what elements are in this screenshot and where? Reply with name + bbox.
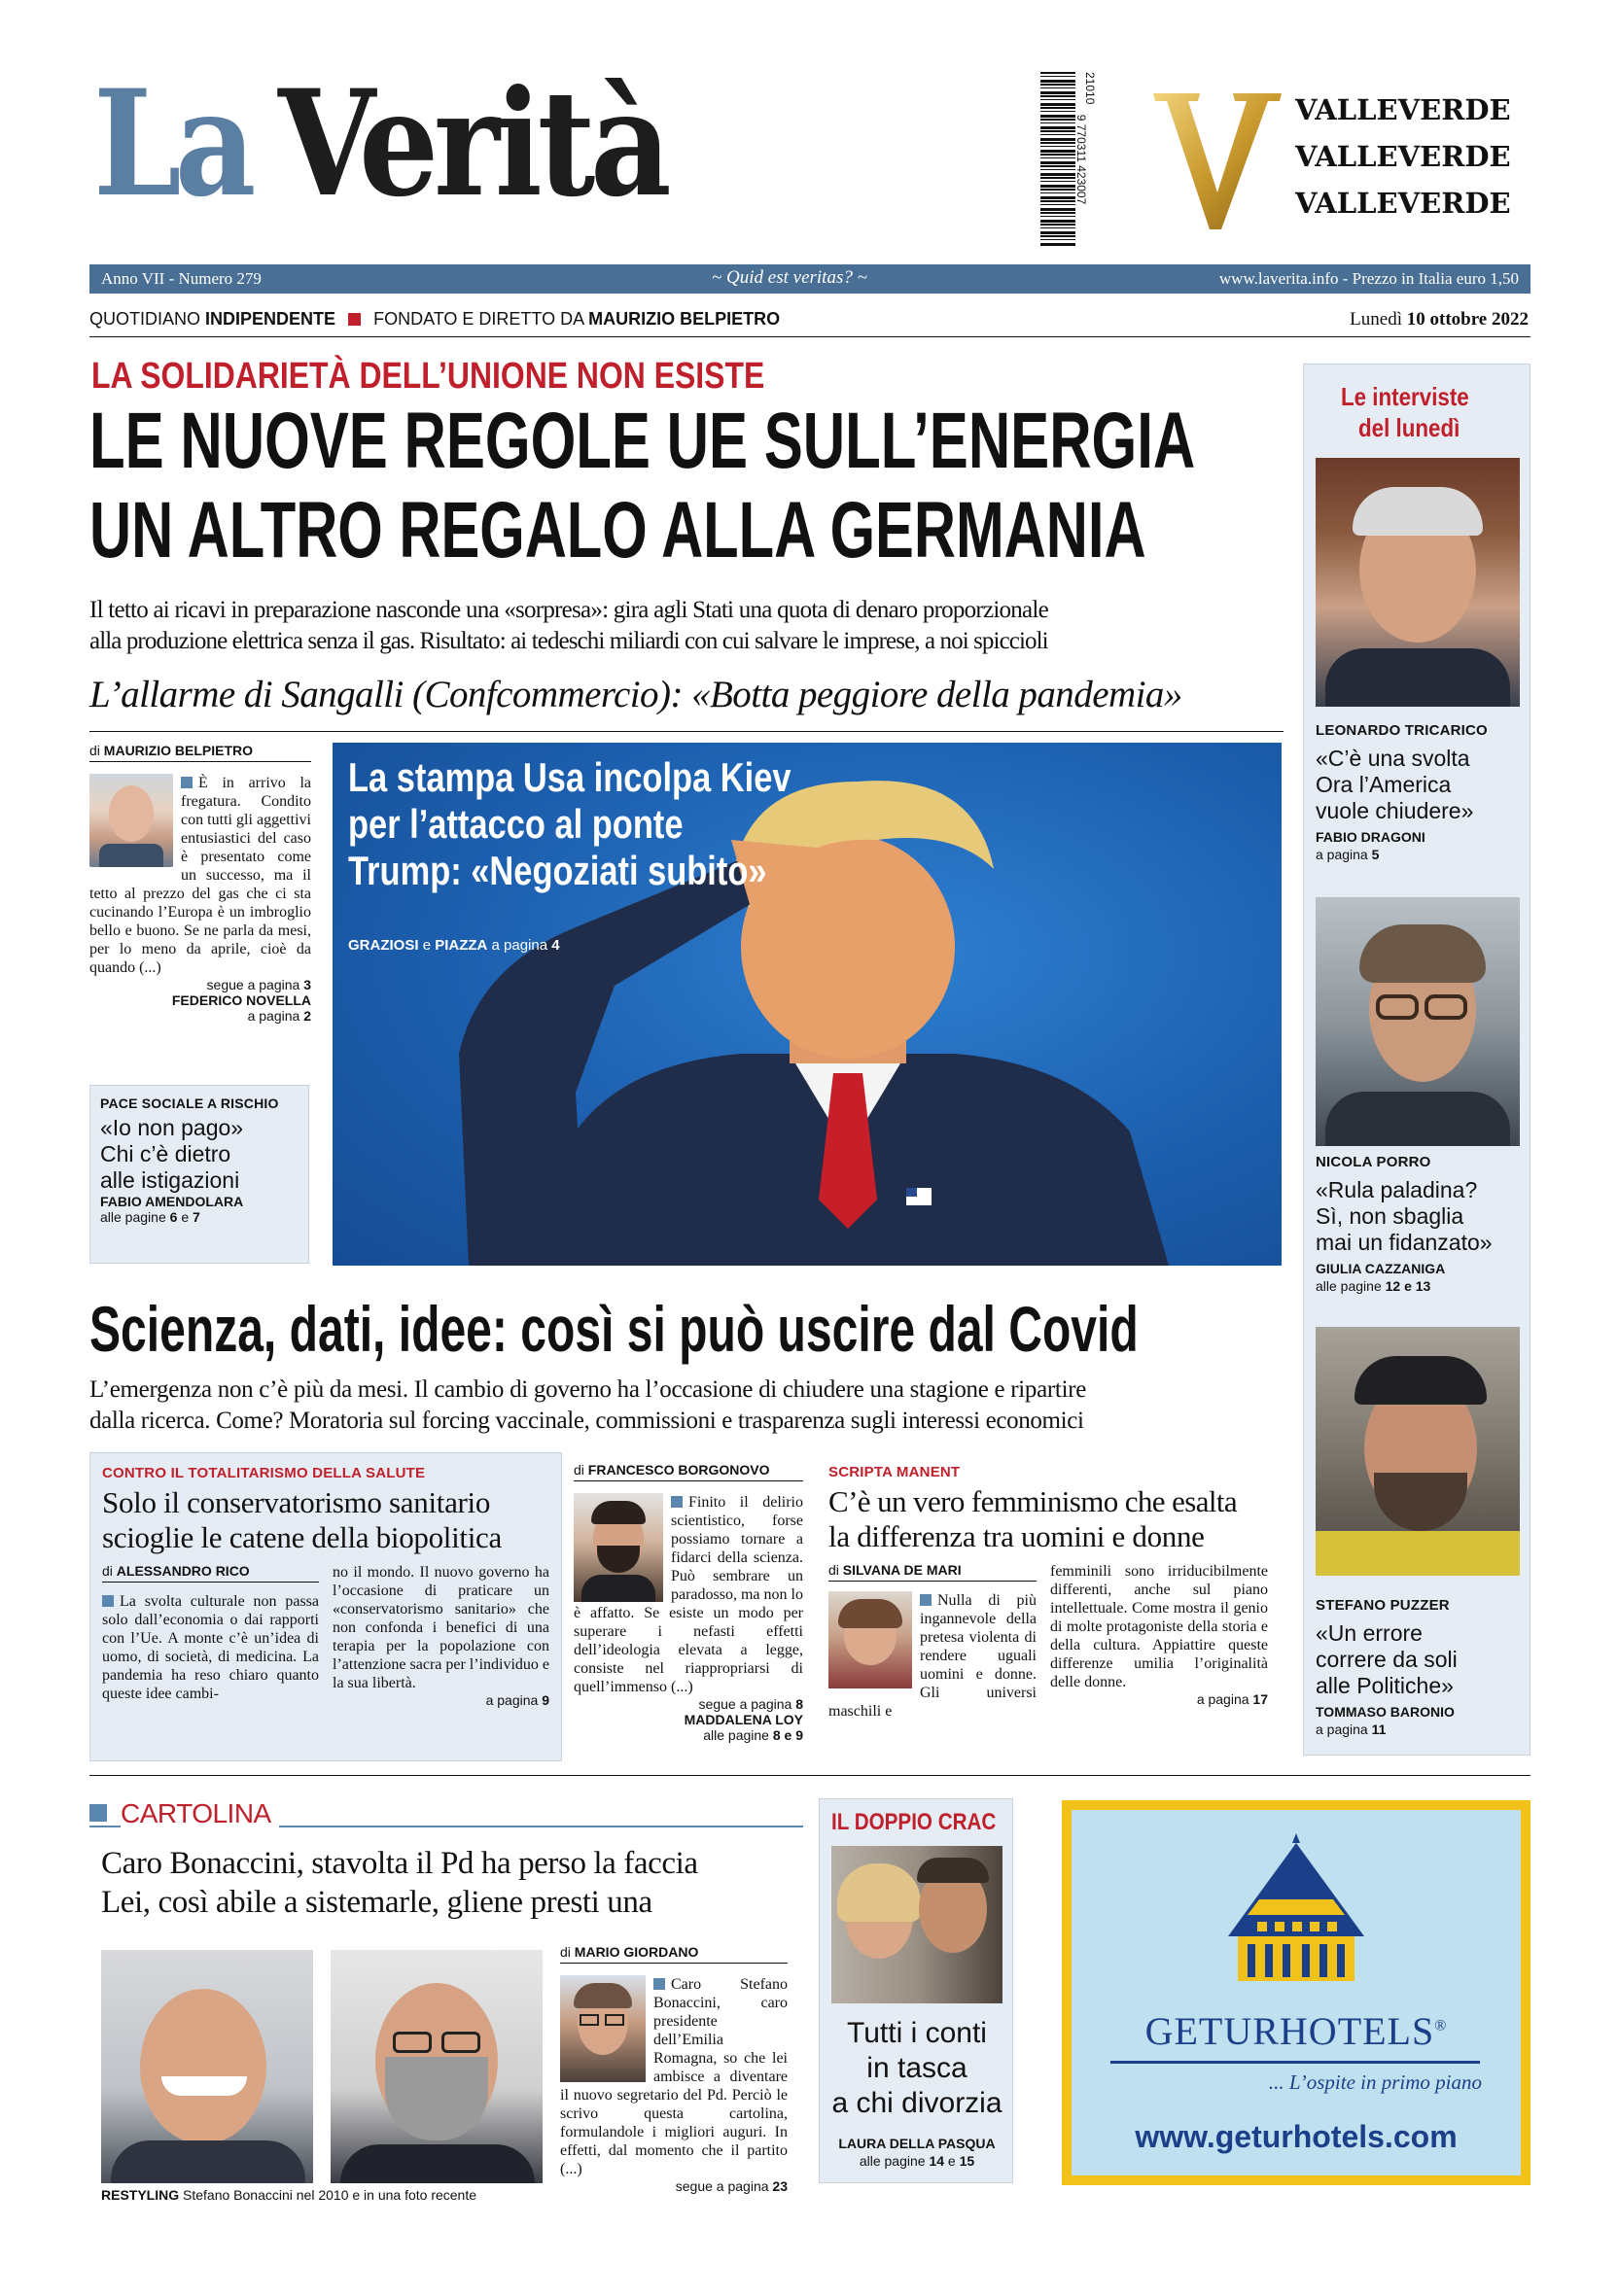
byline-di: di bbox=[574, 1462, 584, 1478]
editorial bbox=[89, 743, 311, 1024]
interview-author-2 bbox=[1316, 1261, 1445, 1276]
valleverde-v-logo bbox=[1149, 86, 1285, 231]
date-day: 10 ottobre 2022 bbox=[1406, 309, 1529, 330]
sub-director: MAURIZIO BELPIETRO bbox=[588, 309, 781, 329]
issue-number: Anno VII - Numero 279 bbox=[101, 269, 262, 288]
borgonovo-photo bbox=[574, 1493, 663, 1602]
interview-photo-2 bbox=[1316, 897, 1520, 1146]
ref-pre: a pagina bbox=[491, 937, 548, 954]
demari-col-2: femminili sono irriducibilmente differenti, anche sul piano intellettuale. Come mostra il genio di molte protagoniste della storia e della cultura. Appiattire queste differenze umilia l’originalità delle donne. bbox=[1050, 1563, 1268, 1690]
lead-deck-1: Il tetto ai ricavi in preparazione nasconde una «sorpresa»: gira agli Stati una quota di denaro proporzionale bbox=[89, 597, 1048, 623]
ref-a: 6 bbox=[169, 1209, 178, 1225]
barcode bbox=[1040, 72, 1099, 247]
interviews-header-2: del lunedì bbox=[1358, 413, 1460, 442]
interview-photo-3 bbox=[1316, 1327, 1520, 1576]
author-b: PIAZZA bbox=[435, 937, 488, 954]
geturhotels-tagline: ... L’ospite in primo piano bbox=[1268, 2070, 1482, 2094]
crac-photo bbox=[831, 1846, 1002, 2003]
demari-kicker: SCRIPTA MANENT bbox=[828, 1464, 961, 1480]
ref-b: 7 bbox=[193, 1209, 200, 1225]
crac-title-1: Tutti i conti bbox=[847, 2017, 987, 2049]
byline-di: di bbox=[560, 1944, 571, 1960]
ref-num: 17 bbox=[1252, 1691, 1268, 1707]
editorial-ref-2 bbox=[89, 992, 311, 1008]
interview-quote-1b: Ora l’America bbox=[1316, 772, 1452, 797]
crac-author-name: LAURA DELLA PASQUA bbox=[838, 2136, 996, 2151]
borgonovo-ref-3 bbox=[574, 1727, 803, 1743]
ref-num: 11 bbox=[1371, 1722, 1387, 1737]
ref-pre: a pagina bbox=[1316, 1722, 1368, 1737]
interview-quote-1c: vuole chiudere» bbox=[1316, 798, 1474, 823]
lead-headline-2: UN ALTRO REGALO ALLA GERMANIA bbox=[89, 486, 1146, 574]
interview-author-3 bbox=[1316, 1704, 1455, 1720]
date-weekday: Lunedì bbox=[1350, 309, 1402, 330]
ref-num: 12 e 13 bbox=[1385, 1278, 1431, 1294]
giordano-ref bbox=[560, 2178, 788, 2194]
crac-author bbox=[820, 2136, 1014, 2151]
giordano-photo bbox=[560, 1975, 646, 2082]
rico-box bbox=[89, 1452, 562, 1761]
geturhotels-ad[interactable] bbox=[1062, 1800, 1530, 2185]
masthead-logo bbox=[93, 58, 730, 243]
valleverde-line-2: VALLEVERDE bbox=[1295, 140, 1511, 173]
byline-name: MAURIZIO BELPIETRO bbox=[103, 743, 254, 758]
covid-headline: Scienza, dati, idee: così si può uscire dal Covid bbox=[89, 1293, 1139, 1365]
demari-title-1: C’è un vero femminismo che esalta bbox=[828, 1484, 1238, 1518]
interviews-header-1: Le interviste bbox=[1341, 382, 1469, 411]
issue-date bbox=[1350, 309, 1529, 330]
borgonovo bbox=[574, 1462, 803, 1743]
masthead-subline bbox=[89, 309, 780, 330]
covid-bottom-rule bbox=[89, 1775, 1530, 1776]
crac-box bbox=[819, 1798, 1013, 2183]
ref-num: 9 bbox=[542, 1692, 549, 1708]
ref-num: 3 bbox=[303, 977, 311, 992]
ref-pre: a pagina bbox=[1316, 847, 1368, 862]
ref-pre: alle pagine bbox=[703, 1727, 769, 1743]
interview-quote-3b: correre da soli bbox=[1316, 1647, 1458, 1672]
lead-deck-2: alla produzione elettrica senza il gas. Risultato: ai tedeschi miliardi con cui salvare le imprese, a noi spiccioli bbox=[89, 628, 1048, 654]
crac-title-3: a chi divorzia bbox=[831, 2087, 1002, 2119]
logo-la: La bbox=[93, 58, 250, 229]
byline-di: di bbox=[89, 743, 100, 758]
cartolina-caption bbox=[101, 2187, 476, 2203]
editorial-byline bbox=[89, 743, 311, 762]
geturhotels-underline bbox=[1110, 2061, 1480, 2064]
ref-num: 5 bbox=[1371, 847, 1380, 862]
crac-title-2: in tasca bbox=[866, 2052, 967, 2084]
trump-title-3: Trump: «Negoziati subito» bbox=[348, 848, 767, 893]
ref-pre: segue a pagina bbox=[675, 2178, 769, 2194]
interview-quote-2c: mai un fidanzato» bbox=[1316, 1230, 1493, 1255]
barcode-bars bbox=[1040, 72, 1075, 247]
author: TOMMASO BARONIO bbox=[1316, 1704, 1455, 1720]
barcode-digits: 9 770311 423007 bbox=[1074, 114, 1088, 205]
borgonovo-byline bbox=[574, 1462, 803, 1481]
sub-quotidiano: QUOTIDIANO bbox=[89, 309, 201, 329]
ref-num: 8 bbox=[795, 1696, 803, 1712]
editorial-text-body: È in arrivo la fregatura. Condito con tutti gli aggettivi entusiastici del caso è presentato come un successo, ma il tetto al prezzo del gas che ci sta cucinando l’Europa è un imbroglio bello e buono. Se ne parla da mesi, per lo meno da aprile, cioè da quando (...) bbox=[89, 775, 311, 976]
trump-ref bbox=[348, 937, 560, 954]
pace-box bbox=[89, 1085, 309, 1264]
demari-title-2: la differenza tra uomini e donne bbox=[828, 1519, 1205, 1553]
byline-name: FRANCESCO BORGONOVO bbox=[587, 1462, 770, 1478]
borgonovo-ref-2 bbox=[574, 1712, 803, 1727]
geturhotels-url[interactable]: www.geturhotels.com bbox=[1135, 2119, 1458, 2154]
interview-quote-3a: «Un errore bbox=[1316, 1620, 1423, 1646]
cartolina-title-2: Lei, così abile a sistemarle, gliene presti una bbox=[101, 1885, 652, 1920]
interview-ref-3 bbox=[1316, 1722, 1386, 1737]
editorial-ref-1 bbox=[89, 977, 311, 992]
ref-pre: alle pagine bbox=[100, 1209, 166, 1225]
pace-ref bbox=[100, 1209, 299, 1225]
interview-name-1: LEONARDO TRICARICO bbox=[1316, 722, 1488, 739]
geturhotels-brand-text: GETURHOTELS bbox=[1144, 2009, 1435, 2053]
demari-byline bbox=[828, 1562, 1037, 1582]
pace-title-1: «Io non pago» bbox=[100, 1115, 244, 1140]
ref-pre: alle pagine bbox=[859, 2153, 926, 2169]
rico-kicker: CONTRO IL TOTALITARISMO DELLA SALUTE bbox=[102, 1465, 426, 1481]
covid-deck-1: L’emergenza non c’è più da mesi. Il cambio di governo ha l’occasione di chiudere una stagione e ripartire bbox=[89, 1376, 1087, 1403]
rico-title-1: Solo il conservatorismo sanitario bbox=[102, 1485, 491, 1519]
interview-name-2: NICOLA PORRO bbox=[1316, 1154, 1431, 1170]
byline-di: di bbox=[102, 1563, 113, 1579]
motto-text: Quid est veritas? bbox=[726, 267, 853, 288]
site-price: www.laverita.info - Prezzo in Italia euro 1,50 bbox=[1218, 269, 1519, 288]
byline-name: ALESSANDRO RICO bbox=[116, 1563, 250, 1579]
rico-byline bbox=[102, 1563, 319, 1583]
giordano-byline bbox=[560, 1944, 788, 1964]
author-a: GRAZIOSI bbox=[348, 937, 419, 954]
borgonovo-ref-1 bbox=[574, 1696, 803, 1712]
ref-pre: segue a pagina bbox=[206, 977, 300, 992]
ref-num: 8 e 9 bbox=[772, 1727, 803, 1743]
text-bullet bbox=[181, 777, 193, 788]
ref-and: e bbox=[947, 2153, 956, 2169]
caption-text: Stefano Bonaccini nel 2010 e in una foto recente bbox=[183, 2187, 477, 2203]
trump-photo bbox=[333, 743, 1282, 1266]
pace-title-3: alle istigazioni bbox=[100, 1167, 240, 1193]
bonaccini-photo-recent bbox=[331, 1950, 543, 2183]
interview-quote-3c: alle Politiche» bbox=[1316, 1673, 1454, 1698]
interview-photo-1 bbox=[1316, 458, 1520, 707]
text-bullet bbox=[653, 1978, 665, 1990]
ref-num: 4 bbox=[551, 937, 560, 954]
pace-author-name: FABIO AMENDOLARA bbox=[100, 1194, 244, 1209]
byline-di: di bbox=[828, 1562, 839, 1578]
lead-subhead: L’allarme di Sangalli (Confcommercio): «Botta peggiore della pandemia» bbox=[89, 674, 1182, 715]
text-bullet bbox=[671, 1496, 683, 1508]
pace-kicker: PACE SOCIALE A RISCHIO bbox=[100, 1096, 279, 1111]
geturhotels-building-logo bbox=[1199, 1829, 1393, 1985]
rico-col-2: no il mondo. Il nuovo governo ha l’occasione di praticare un «conservatorismo sanitario» che non confonda i benefici di una terapia per la popolazione con l’attenzione sacra per l’individuo e la sua libertà. bbox=[333, 1564, 550, 1691]
interview-quote-2b: Sì, non sbaglia bbox=[1316, 1203, 1464, 1229]
trump-title-2: per l’attacco al ponte bbox=[348, 801, 684, 847]
ref-a: 14 bbox=[929, 2153, 945, 2169]
ref-author: FEDERICO NOVELLA bbox=[171, 992, 311, 1008]
text-bullet bbox=[920, 1594, 932, 1606]
ref-pre: segue a pagina bbox=[698, 1696, 792, 1712]
crac-ref bbox=[820, 2153, 1014, 2169]
trump-title-1: La stampa Usa incolpa Kiev bbox=[348, 754, 791, 800]
sub-red-square bbox=[348, 313, 361, 326]
sub-fondato: FONDATO E DIRETTO DA bbox=[373, 309, 584, 329]
motto: ~ Quid est veritas? ~ bbox=[712, 267, 867, 288]
byline-name: SILVANA DE MARI bbox=[842, 1562, 962, 1578]
ref-pre: a pagina bbox=[247, 1008, 300, 1024]
ref-and: e bbox=[181, 1209, 190, 1225]
geturhotels-reg: ® bbox=[1434, 2017, 1448, 2035]
rico-ref bbox=[333, 1692, 549, 1708]
ref-b: 15 bbox=[959, 2153, 975, 2169]
logo-verita: Verità bbox=[278, 58, 667, 229]
demari-col-1-text: Nulla di più ingannevole della pretesa violenta di rendere uguali uomini e donne. Gli universi maschili e bbox=[828, 1592, 1037, 1720]
lead-rule bbox=[89, 731, 1284, 732]
editorial-ref-3 bbox=[89, 1008, 311, 1024]
ref-num: 23 bbox=[772, 2178, 788, 2194]
rico-col-1-text: La svolta culturale non passa solo dall’economia o dai rapporti con l’Ue. A monte c’è un’idea di uomo, di società, di medicina. La pandemia ha reso chiaro quanto queste idee cambi- bbox=[102, 1593, 319, 1702]
giordano-text-body: Caro Stefano Bonaccini, caro presidente dell’Emilia Romagna, so che lei ambisce a diventare il nuovo segretario del Pd. Perciò le scrivo questa cartolina, formulandole i migliori auguri. In effetti, dal momento che il partito (...) bbox=[560, 1976, 788, 2177]
giordano bbox=[560, 1944, 788, 2194]
demari-ref bbox=[1050, 1691, 1268, 1707]
demari bbox=[819, 1452, 1284, 1761]
pace-title-2: Chi c’è dietro bbox=[100, 1141, 231, 1166]
info-bar bbox=[89, 264, 1530, 294]
ref-author: MADDALENA LOY bbox=[684, 1712, 803, 1727]
editorial-photo bbox=[89, 774, 173, 867]
author: GIULIA CAZZANIGA bbox=[1316, 1261, 1446, 1276]
cartolina-label: CARTOLINA bbox=[121, 1798, 279, 1829]
text-bullet bbox=[102, 1595, 114, 1607]
geturhotels-brand bbox=[1072, 2008, 1521, 2054]
cartolina-square bbox=[89, 1804, 107, 1822]
interview-name-3: STEFANO PUZZER bbox=[1316, 1597, 1450, 1614]
valleverde-line-3: VALLEVERDE bbox=[1295, 187, 1511, 220]
interview-quote-1a: «C’è una svolta bbox=[1316, 746, 1470, 771]
geturhotels-inner bbox=[1072, 1810, 1521, 2175]
interview-ref-2 bbox=[1316, 1278, 1430, 1294]
bonaccini-photo-2010 bbox=[101, 1950, 313, 2183]
ref-num: 2 bbox=[303, 1008, 311, 1024]
valleverde-line-1: VALLEVERDE bbox=[1295, 93, 1511, 126]
ref-pre: alle pagine bbox=[1316, 1278, 1382, 1294]
author: FABIO DRAGONI bbox=[1316, 829, 1425, 845]
cartolina-label-bar bbox=[89, 1798, 803, 1827]
interview-ref-1 bbox=[1316, 847, 1379, 862]
ref-pre: a pagina bbox=[485, 1692, 539, 1708]
lead-kicker: LA SOLIDARIETÀ DELL’UNIONE NON ESISTE bbox=[91, 356, 765, 397]
masthead-rule bbox=[89, 336, 1530, 337]
caption-bold: RESTYLING bbox=[101, 2187, 180, 2203]
sub-indipendente: INDIPENDENTE bbox=[205, 309, 336, 329]
pace-author bbox=[100, 1194, 299, 1209]
demari-photo bbox=[828, 1591, 912, 1688]
lead-headline-1: LE NUOVE REGOLE UE SULL’ENERGIA bbox=[89, 397, 1196, 485]
interview-quote-2a: «Rula paladina? bbox=[1316, 1177, 1478, 1202]
barcode-issue: 21010 bbox=[1083, 72, 1097, 105]
covid-deck-2: dalla ricerca. Come? Moratoria sul forcing vaccinale, commissioni e trasparenza sugli interessi economici bbox=[89, 1408, 1084, 1434]
valleverde-ad bbox=[1149, 86, 1529, 231]
rico-title-2: scioglie le catene della biopolitica bbox=[102, 1520, 502, 1554]
crac-kicker: IL DOPPIO CRAC bbox=[831, 1809, 997, 1835]
borgonovo-text-body: Finito il delirio scientistico, forse possiamo tornare a fidarci della scienza. Può sembrare un paradosso, ma non lo è affatto. Se esiste un modo per superare i nefasti effetti dell’ideologia elevata a legge, consiste nel riappropriarsi di quell’immenso (...) bbox=[574, 1494, 803, 1695]
rico-col-1 bbox=[102, 1592, 319, 1703]
author-and: e bbox=[422, 937, 432, 954]
interviews-column bbox=[1303, 364, 1530, 1756]
byline-name: MARIO GIORDANO bbox=[574, 1944, 699, 1960]
interview-author-1 bbox=[1316, 829, 1425, 845]
ref-pre: a pagina bbox=[1196, 1691, 1249, 1707]
cartolina-title-1: Caro Bonaccini, stavolta il Pd ha perso la faccia bbox=[101, 1846, 698, 1881]
